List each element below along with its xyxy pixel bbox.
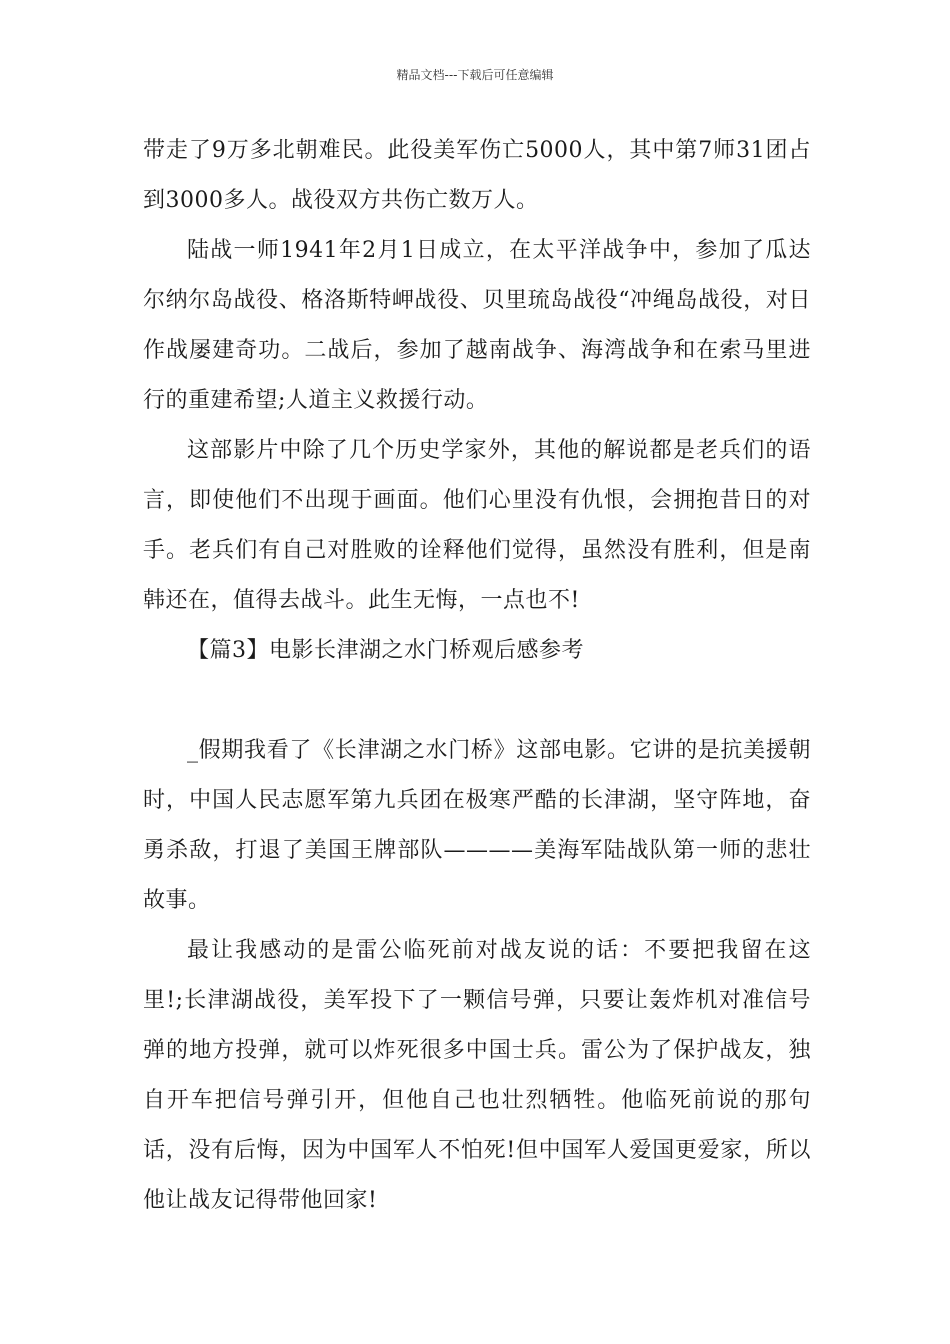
paragraph-continuation: 带走了9万多北朝难民。此役美军伤亡5000人，其中第7师31团占到3000多人。战役双方共伤亡数万人。: [143, 138, 811, 213]
paragraph-film-summary: _假期我看了《长津湖之水门桥》这部电影。它讲的是抗美援朝时，中国人民志愿军第九兵团在极寒严酷的长津湖，坚守阵地，奋勇杀敌，打退了美国王牌部队————美海军陆战队第一师的悲壮故事。: [143, 738, 811, 913]
paragraph-most-moving-scene: 最让我感动的是雷公临死前对战友说的话：不要把我留在这里!;长津湖战役，美军投下了一颗信号弹，只要让轰炸机对准信号弹的地方投弹，就可以炸死很多中国士兵。雷公为了保护战友，独自开车把信号弹引开，但他自己也壮烈牺牲。他临死前说的那句话，没有后悔，因为中国军人不怕死!但中国军人爱国更爱家，所以他让战友记得带他回家!: [143, 938, 811, 1213]
page-header: 精品文档---下载后可任意编辑: [396, 68, 554, 82]
paragraph-marine-division-history: 陆战一师1941年2月1日成立，在太平洋战争中，参加了瓜达尔纳尔岛战役、格洛斯特岬战役、贝里琉岛战役“冲绳岛战役，对日作战屡建奇功。二战后，参加了越南战争、海湾战争和在索马里进行的重建希望;人道主义救援行动。: [143, 238, 811, 413]
section-heading: 【篇3】电影长津湖之水门桥观后感参考: [187, 638, 584, 663]
paragraph-veterans-narration: 这部影片中除了几个历史学家外，其他的解说都是老兵们的语言，即使他们不出现于画面。他们心里没有仇恨，会拥抱昔日的对手。老兵们有自己对胜败的诠释他们觉得，虽然没有胜利，但是南韩还在，值得去战斗。此生无悔，一点也不!: [143, 438, 811, 613]
document-body: [143, 126, 811, 1226]
blank-line: [143, 676, 811, 726]
